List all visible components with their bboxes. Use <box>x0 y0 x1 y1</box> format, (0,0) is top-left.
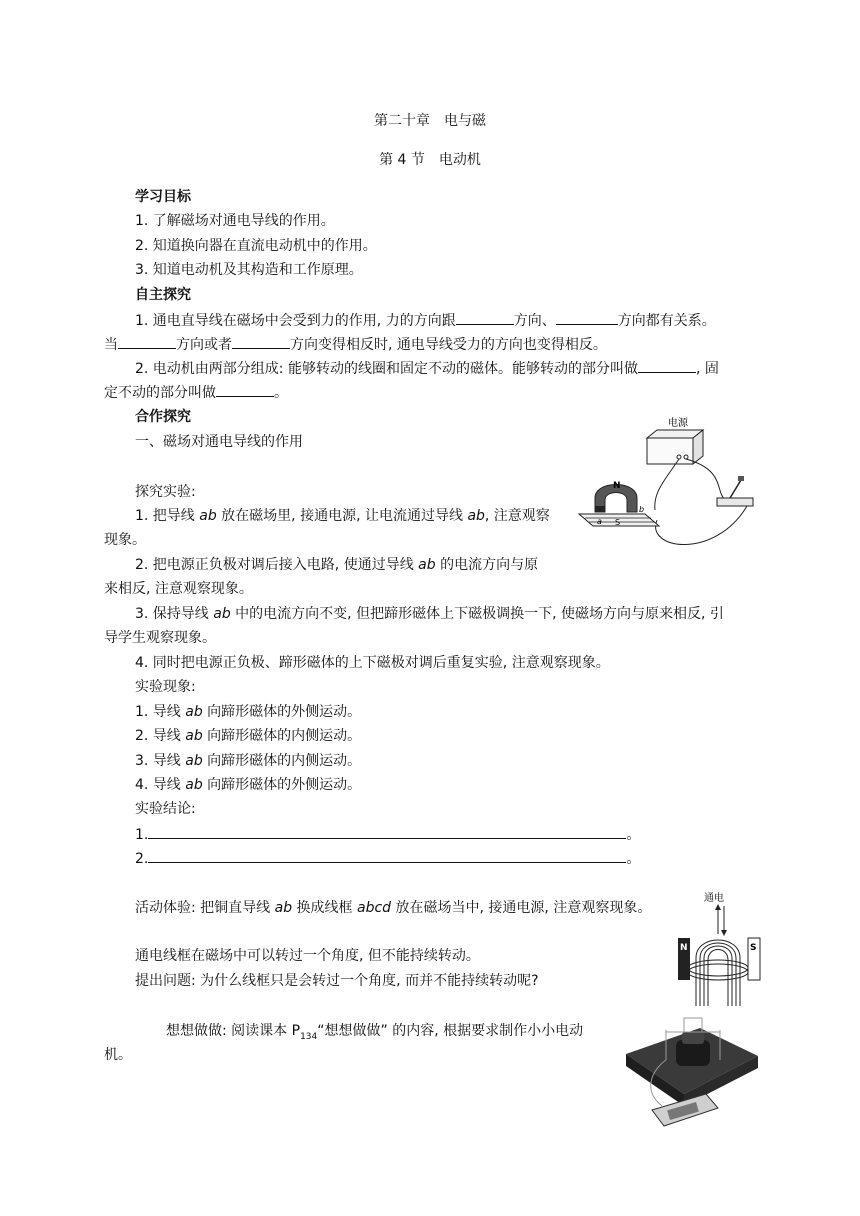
phenomena-label: 实验现象: <box>135 679 196 695</box>
self-study-q1-line2: 当 方向或者 方向变得相反时, 通电导线受力的方向也变得相反。 <box>104 334 607 355</box>
experiment-step-4: 4. 同时把电源正负极、蹄形磁体的上下磁极对调后重复实验, 注意观察现象。 <box>135 655 610 671</box>
svg-text:N: N <box>613 481 621 491</box>
answer-blank[interactable] <box>216 382 274 397</box>
experiment-step-2: 2. 把电源正负极对调后接入电路, 使通过导线 ab 的电流方向与原 <box>135 557 539 573</box>
phenomenon-item: 3. 导线 ab 向蹄形磁体的内侧运动。 <box>135 753 362 769</box>
phenomenon-item: 4. 导线 ab 向蹄形磁体的外侧运动。 <box>135 777 362 793</box>
small-motor-photo <box>622 1010 762 1135</box>
coil-icon <box>688 940 748 1006</box>
svg-text:a: a <box>597 517 602 526</box>
experiment-step-2-cont: 来相反, 注意观察现象。 <box>104 581 253 597</box>
experiment-step-3: 3. 保持导线 ab 中的电流方向不变, 但把蹄形磁体上下磁极调换一下, 使磁场方向与原来相反, 引 <box>135 606 724 622</box>
experiment-step-3-cont: 导学生观察现象。 <box>104 630 216 646</box>
answer-blank[interactable] <box>456 310 514 325</box>
goal-item: 1. 了解磁场对通电导线的作用。 <box>135 213 335 229</box>
power-supply-icon <box>647 430 703 464</box>
think-do-text-cont: 机。 <box>104 1047 132 1063</box>
chapter-title: 第二十章 电与磁 <box>374 113 486 129</box>
conclusion-line-2: 2. 。 <box>135 848 640 869</box>
question-text: 提出问题: 为什么线框只是会转过一个角度, 而并不能持续转动呢? <box>135 973 539 989</box>
self-study-heading: 自主探究 <box>135 287 191 303</box>
self-study-q2-line2: 定不动的部分叫做 。 <box>104 382 288 403</box>
goal-item: 2. 知道换向器在直流电动机中的作用。 <box>135 238 377 254</box>
svg-text:b: b <box>639 505 645 514</box>
power-label: 电源 <box>668 418 688 429</box>
answer-blank[interactable] <box>118 334 176 349</box>
answer-blank[interactable] <box>148 824 626 839</box>
answer-blank[interactable] <box>556 310 618 325</box>
answer-blank[interactable] <box>638 358 696 373</box>
answer-blank[interactable] <box>232 334 290 349</box>
switch-icon <box>717 476 753 506</box>
experiment-step-1-cont: 现象。 <box>104 532 146 548</box>
observation-text: 通电线框在磁场中可以转过一个角度, 但不能持续转动。 <box>135 948 480 964</box>
coop-heading: 合作探究 <box>135 409 191 425</box>
conclusion-line-1: 1. 。 <box>135 824 640 845</box>
coil-in-field-figure <box>668 888 768 1008</box>
think-do-text: 想想做做: 阅读课本 $P_{134}“$想想做做” 的内容, 根据要求制作小小电动 <box>166 1023 584 1042</box>
conclusion-label: 实验结论: <box>135 801 196 817</box>
self-study-q1-line1: 1. 通电直导线在磁场中会受到力的作用, 力的方向跟 方向、 方向都有关系。 <box>135 310 716 331</box>
phenomenon-item: 2. 导线 ab 向蹄形磁体的内侧运动。 <box>135 728 362 744</box>
self-study-q2-line1: 2. 电动机由两部分组成: 能够转动的线圈和固定不动的磁体。能够转动的部分叫做 , 固 <box>135 358 719 379</box>
current-arrow-icon <box>715 904 727 936</box>
coop-subheading: 一、磁场对通电导线的作用 <box>135 434 303 450</box>
svg-text:S: S <box>615 518 621 527</box>
phenomenon-item: 1. 导线 ab 向蹄形磁体的外侧运动。 <box>135 704 362 720</box>
current-label: 通电 <box>704 893 724 904</box>
activity-text: 活动体验: 把铜直导线 ab 换成线框 abcd 放在磁场当中, 接通电源, 注意观察现象。 <box>135 900 652 916</box>
experiment-label: 探究实验: <box>135 484 196 500</box>
experiment-step-1: 1. 把导线 ab 放在磁场里, 接通电源, 让电流通过导线 ab, 注意观察 <box>135 508 550 524</box>
magnet-rail-circuit-figure <box>575 410 765 556</box>
goals-heading: 学习目标 <box>135 189 191 205</box>
answer-blank[interactable] <box>148 848 626 863</box>
svg-text:N: N <box>680 943 688 953</box>
svg-text:S: S <box>750 943 757 953</box>
goal-item: 3. 知道电动机及其构造和工作原理。 <box>135 262 363 278</box>
section-title: 第 4 节 电动机 <box>379 152 481 168</box>
